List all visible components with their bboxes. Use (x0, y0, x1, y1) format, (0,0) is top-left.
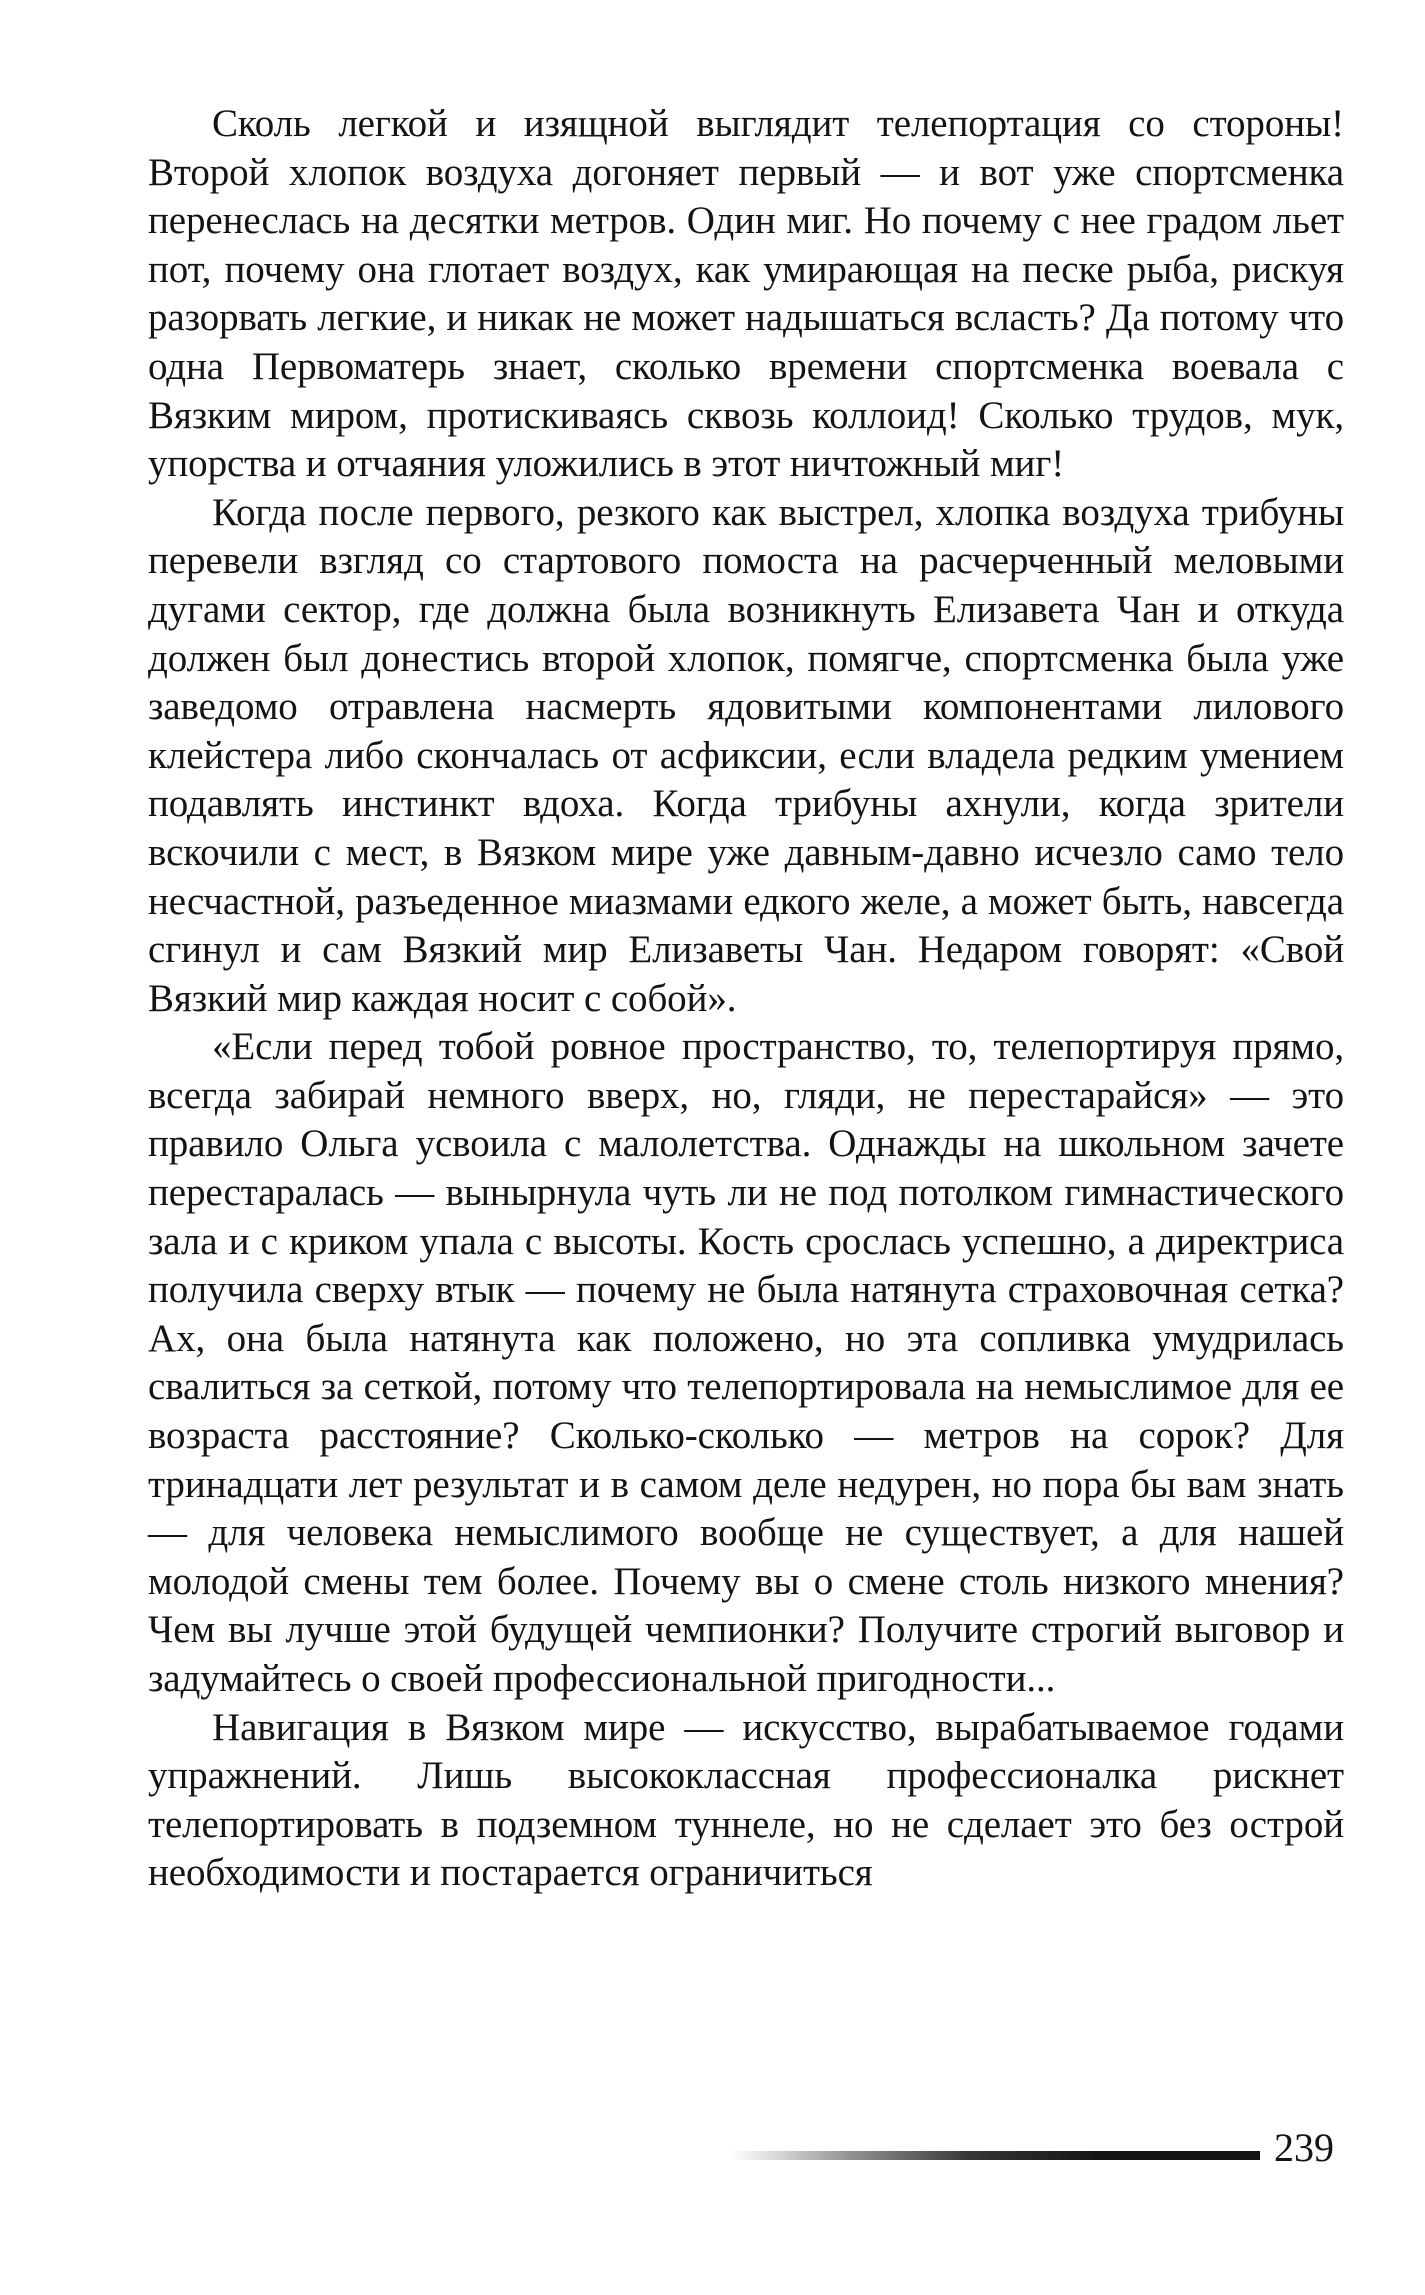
body-text (148, 100, 1344, 1898)
paragraph-3: «Если перед тобой ровное пространство, то, телепортируя прямо, всегда забирай немного вверх, но, гляди, не перестарайся» — это правило Ольга усвоила с малолетства. Однажды на школьном зачете перестаралась — вынырнула чуть ли не под потолком гимнастического зала и с криком упала с высоты. Кость срослась успешно, а директриса получила сверху втык — почему не была натянута страховочная сетка? Ах, она была натянута как положено, но эта сопливка умудрилась свалиться за сеткой, потому что телепортировала на немыслимое для ее возраста расстояние? Сколько-сколько — метров на сорок? Для тринадцати лет результат и в самом деле недурен, но пора бы вам знать — для человека немыслимого вообще не существует, а для нашей молодой смены тем более. Почему вы о смене столь низкого мнения? Чем вы лучше этой будущей чемпионки? Получите строгий выговор и задумайтесь о своей профессиональной пригодности... (148, 1025, 1344, 1700)
page-footer (0, 2120, 1425, 2180)
paragraph-4: Навигация в Вязком мире — искусство, вырабатываемое годами упражнений. Лишь высококлассная профессионалка рискнет телепортировать в подземном туннеле, но не сделает это без острой необходимости и постарается ограничиться (148, 1705, 1344, 1895)
page-number: 239 (1274, 2125, 1334, 2170)
paragraph-2: Когда после первого, резкого как выстрел, хлопка воздуха трибуны перевели взгляд со стартового помоста на расчерченный меловыми дугами сектор, где должна была возникнуть Елизавета Чан и откуда должен был донестись второй хлопок, помягче, спортсменка была уже заведомо отравлена насмерть ядовитыми компонентами лилового клейстера либо скончалась от асфиксии, если владела редким умением подавлять инстинкт вдоха. Когда трибуны ахнули, когда зрители вскочили с мест, в Вязком мире уже давным-давно исчезло само тело несчастной, разъеденное миазмами едкого желе, а может быть, навсегда сгинул и сам Вязкий мир Елизаветы Чан. Недаром говорят: «Свой Вязкий мир каждая носит с собой». (148, 490, 1344, 1020)
paragraph-1: Сколь легкой и изящной выглядит телепортация со стороны! Второй хлопок воздуха догоняет первый — и вот уже спортсменка перенеслась на десятки метров. Один миг. Но почему с нее градом льет пот, почему она глотает воздух, как умирающая на песке рыба, рискуя разорвать легкие, и никак не может надышаться всласть? Да потому что одна Первоматерь знает, сколько времени спортсменка воевала с Вязким миром, протискиваясь сквозь коллоид! Сколько трудов, мук, упорства и отчаяния уложились в этот ничтожный миг! (148, 102, 1344, 486)
footer-rule (730, 2151, 1260, 2160)
